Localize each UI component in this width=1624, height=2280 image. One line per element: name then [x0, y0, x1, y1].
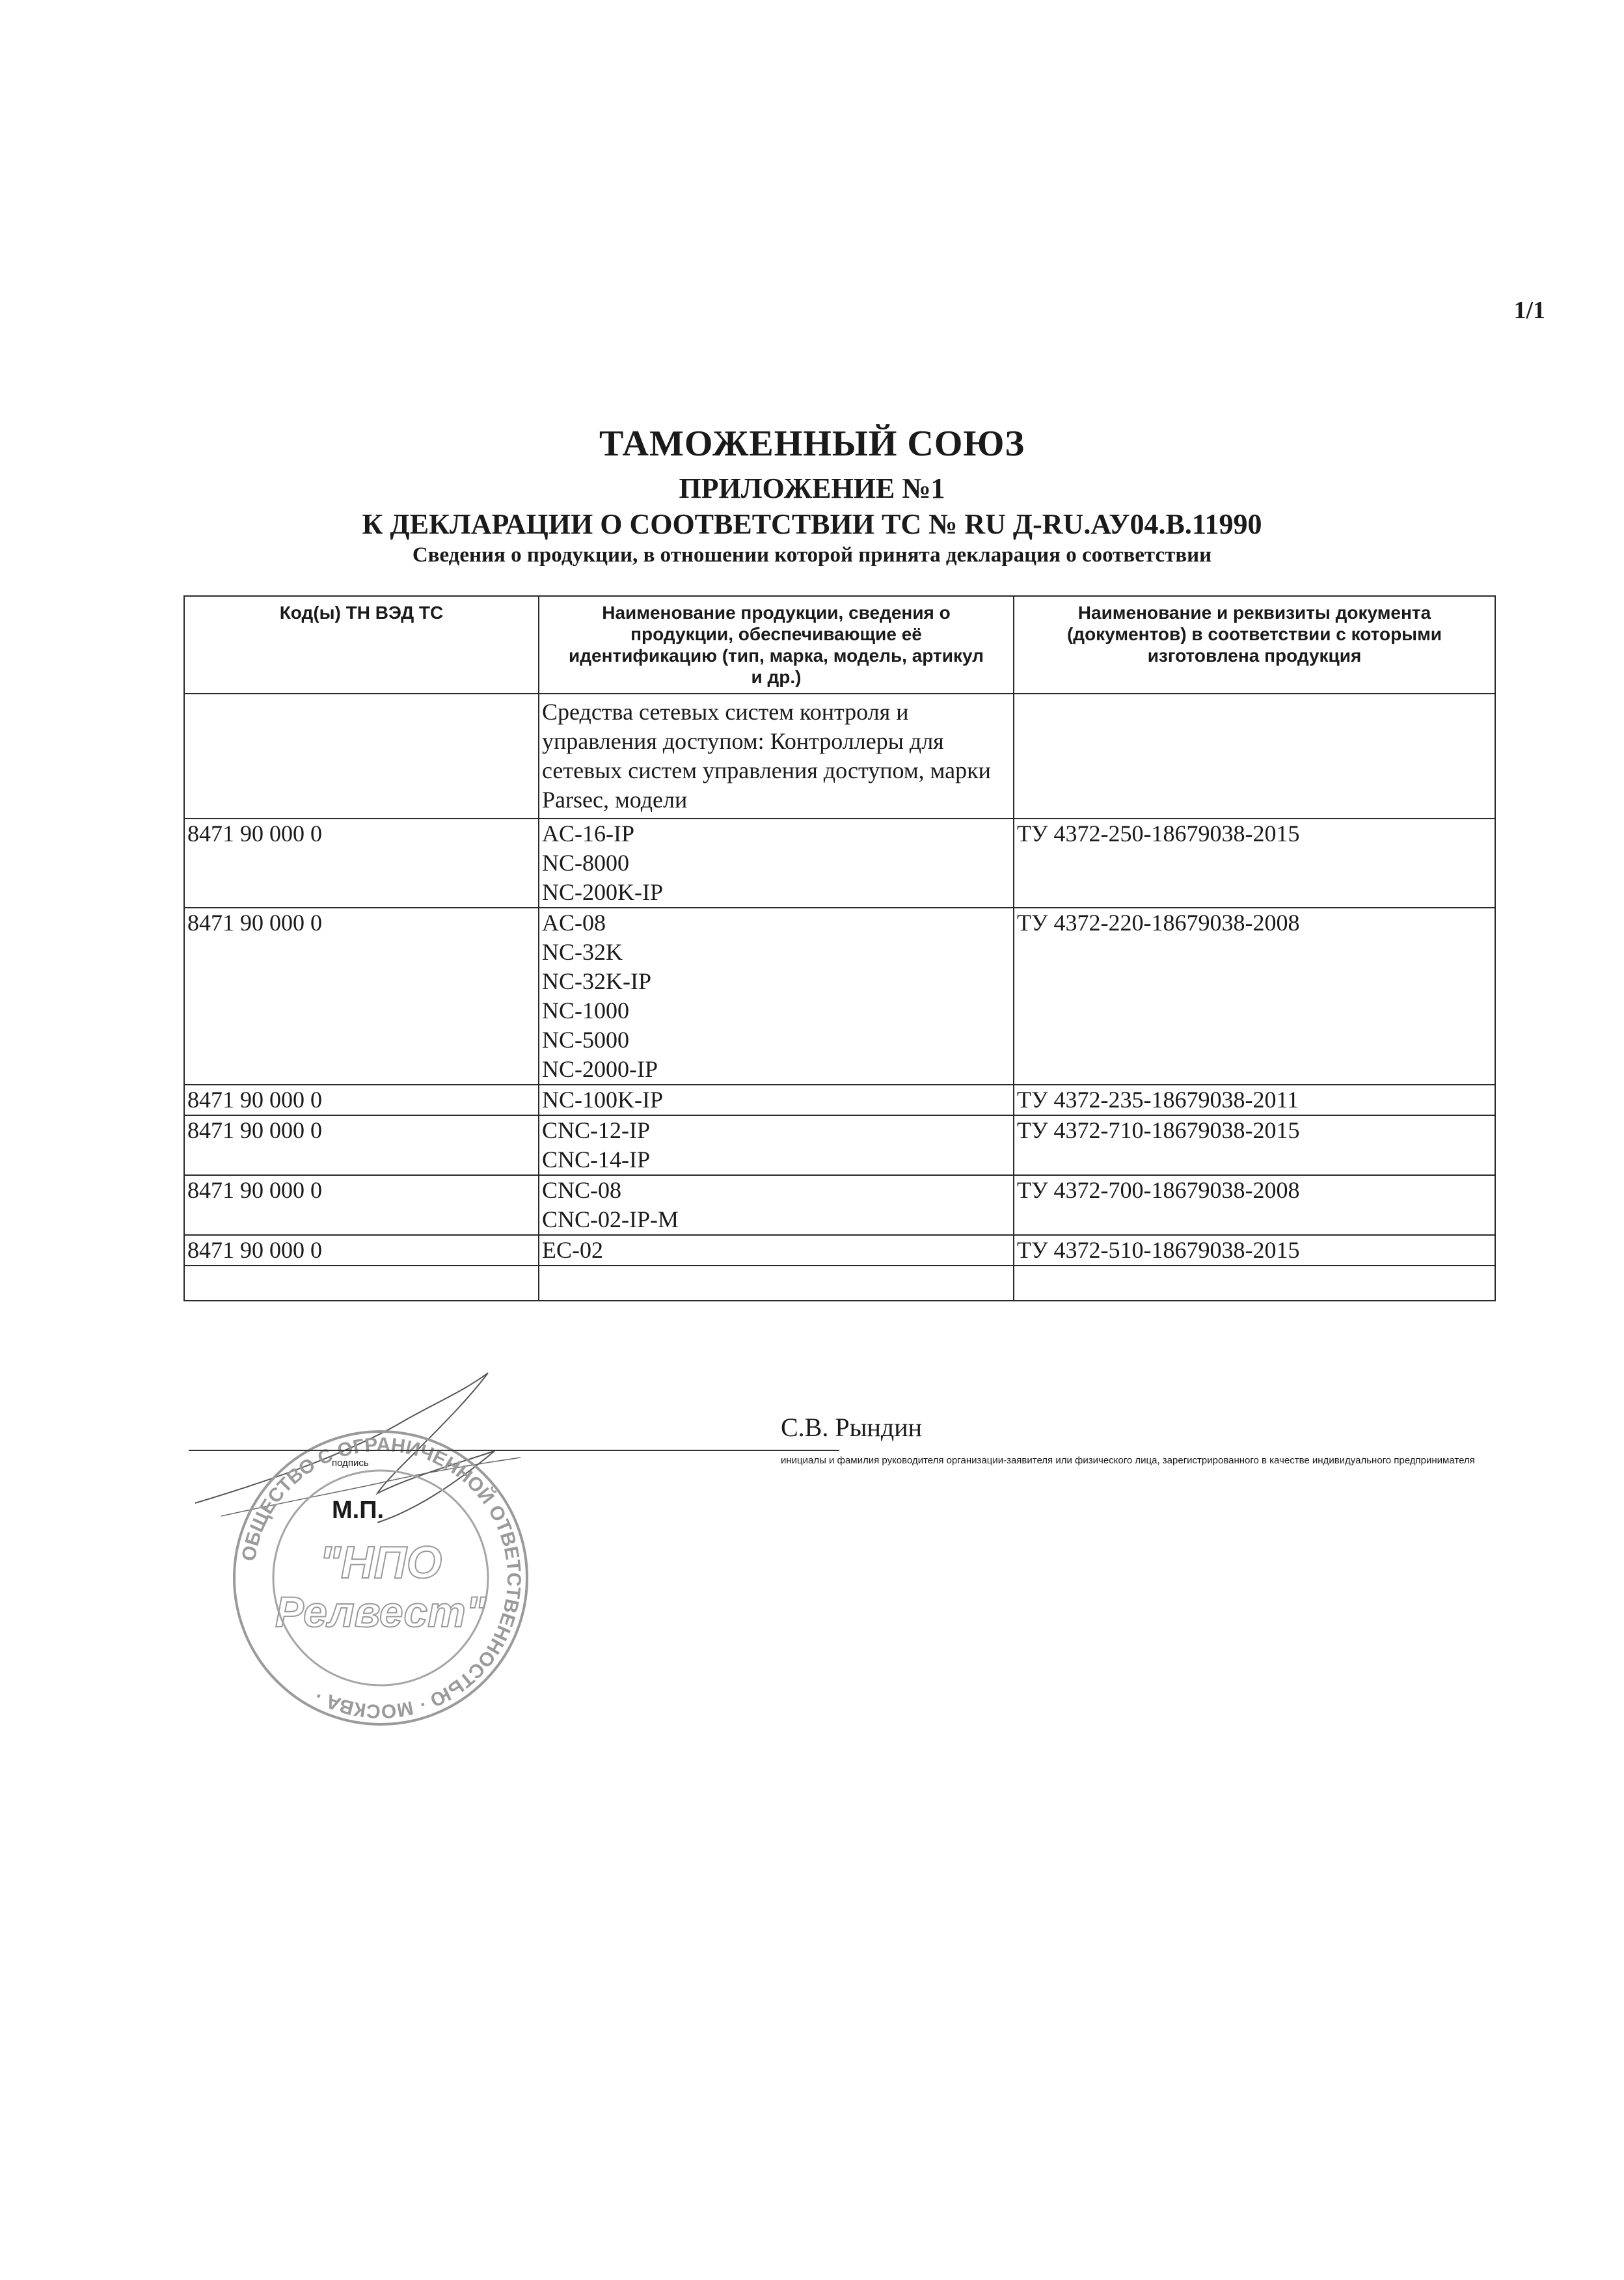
declaration-title: К ДЕКЛАРАЦИИ О СООТВЕТСТВИИ ТС № RU Д-RU.АУ04.В.11990: [362, 508, 1262, 540]
table-cell-code: 8471 90 000 0: [184, 1085, 539, 1115]
column-header-product: Наименование продукции, сведения о продукции, обеспечивающие её идентификацию (тип, марка, модель, артикул и др.): [539, 596, 1014, 694]
model-name: NC-8000: [542, 850, 629, 876]
model-name: NC-2000-IP: [542, 1056, 658, 1082]
svg-text:ОБЩЕСТВО С ОГРАНИЧЕННОЙ ОТВЕТС: ОБЩЕСТВО С ОГРАНИЧЕННОЙ ОТВЕТСТВЕННОСТЬЮ · МОСКВА ·: [237, 1433, 525, 1722]
table-row: [184, 1175, 1495, 1235]
model-name: AC-16-IP: [542, 821, 634, 847]
model-name: NC-5000: [542, 1027, 629, 1053]
table-cell-code: 8471 90 000 0: [184, 819, 539, 908]
page-number: 1/1: [1513, 297, 1545, 324]
model-name: NC-32K: [542, 939, 623, 965]
signature-line: [189, 1450, 839, 1451]
model-name: CNC-02-IP-M: [542, 1206, 679, 1232]
model-name: NC-1000: [542, 998, 629, 1024]
table-cell-models: [539, 1235, 1014, 1266]
table-cell-document: ТУ 4372-710-18679038-2015: [1014, 1115, 1495, 1175]
table-cell-models: [539, 1175, 1014, 1235]
table-cell-models: [539, 1115, 1014, 1175]
table-cell-document: ТУ 4372-510-18679038-2015: [1014, 1235, 1495, 1266]
column-header-document: Наименование и реквизиты документа (документов) в соответствии с которыми изготовлена продукция: [1014, 596, 1495, 694]
model-name: NC-100K-IP: [542, 1087, 663, 1113]
signer-name: С.В. Рындин: [781, 1413, 923, 1442]
table-row-empty: [184, 1266, 1495, 1301]
table-cell-document: ТУ 4372-250-18679038-2015: [1014, 819, 1495, 908]
model-name: NC-200K-IP: [542, 879, 663, 905]
model-name: CNC-14-IP: [542, 1147, 651, 1173]
stamp-place-label: М.П.: [332, 1497, 385, 1524]
model-name: CNC-08: [542, 1177, 622, 1203]
company-seal: [231, 1428, 530, 1728]
model-name: AC-08: [542, 910, 606, 936]
svg-text:Релвест": Релвест": [275, 1588, 487, 1636]
table-cell-document: ТУ 4372-220-18679038-2008: [1014, 908, 1495, 1085]
table-cell-document: ТУ 4372-700-18679038-2008: [1014, 1175, 1495, 1235]
model-name: EC-02: [542, 1237, 603, 1263]
model-name: CNC-12-IP: [542, 1117, 651, 1143]
table-row: [184, 1085, 1495, 1115]
table-row-intro: [184, 694, 1495, 819]
signer-caption: инициалы и фамилия руководителя организации-заявителя или физического лица, зарегистрированного в качестве индивидуального предпринимателя: [781, 1455, 1475, 1466]
table-cell-code: 8471 90 000 0: [184, 1235, 539, 1266]
annex-title: ПРИЛОЖЕНИЕ №1: [679, 472, 945, 504]
table-cell-code: [184, 694, 539, 819]
table-cell-empty: [539, 1266, 1014, 1301]
model-name: NC-32K-IP: [542, 968, 651, 994]
table-cell-intro: Средства сетевых систем контроля и управления доступом: Контроллеры для сетевых систем управления доступом, марки Parsec, модели: [539, 694, 1014, 819]
products-table: [183, 595, 1496, 1301]
table-row: [184, 1115, 1495, 1175]
table-cell-code: 8471 90 000 0: [184, 1175, 539, 1235]
table-cell-document: ТУ 4372-235-18679038-2011: [1014, 1085, 1495, 1115]
table-cell-models: [539, 908, 1014, 1085]
table-header-row: [184, 596, 1495, 694]
table-cell-document: [1014, 694, 1495, 819]
table-cell-empty: [1014, 1266, 1495, 1301]
table-cell-code: 8471 90 000 0: [184, 908, 539, 1085]
table-cell-empty: [184, 1266, 539, 1301]
union-title: ТАМОЖЕННЫЙ СОЮЗ: [599, 424, 1025, 464]
table-cell-models: [539, 819, 1014, 908]
declaration-subtitle: Сведения о продукции, в отношении которой принята декларация о соответствии: [412, 543, 1212, 567]
signature-caption: подпись: [332, 1458, 369, 1469]
svg-text:"НПО: "НПО: [319, 1537, 442, 1588]
table-row: [184, 819, 1495, 908]
table-cell-code: 8471 90 000 0: [184, 1115, 539, 1175]
table-row: [184, 908, 1495, 1085]
column-header-code: Код(ы) ТН ВЭД ТС: [184, 596, 539, 694]
table-row: [184, 1235, 1495, 1266]
table-cell-models: [539, 1085, 1014, 1115]
